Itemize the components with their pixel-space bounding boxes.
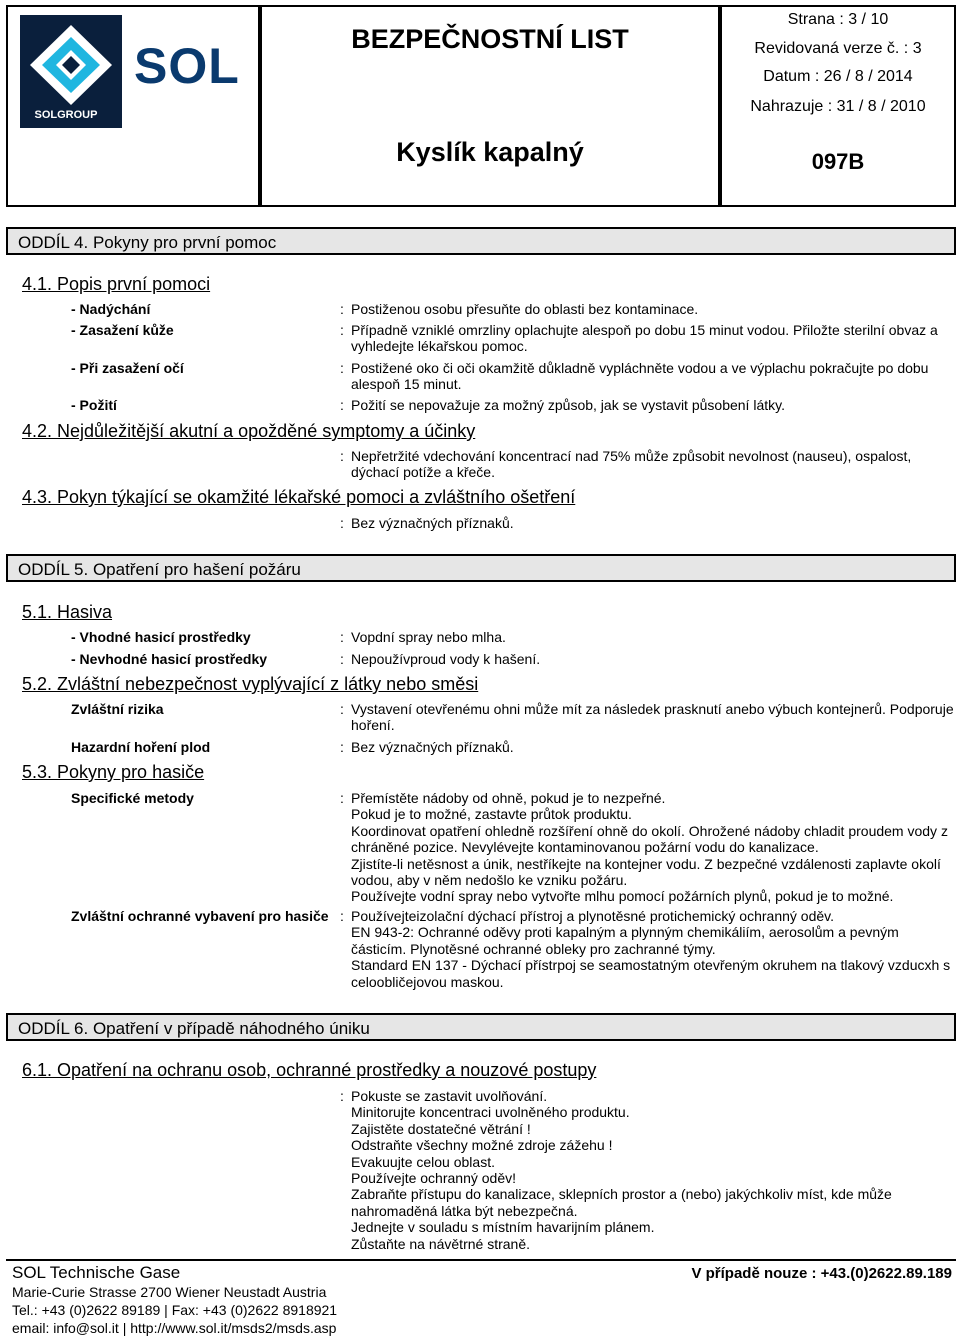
eye-label: - Při zasažení očí	[71, 360, 184, 376]
company-address: Marie-Curie Strasse 2700 Wiener Neustadt Austria	[12, 1284, 327, 1300]
unsuitable-media-text: Nepoužívproud vody k hašení.	[351, 651, 541, 667]
medical-attention-text: Bez význačných příznaků.	[351, 515, 514, 531]
personal-precautions-text	[351, 1088, 955, 1252]
colon: :	[340, 790, 344, 806]
logo-group-text: SOLGROUP	[34, 109, 98, 121]
inhalation-text: Postiženou osobu přesuňte do oblasti bez kontaminace.	[351, 301, 699, 317]
precaution-line: Zabraňte přístupu do kanalizace, sklepních prostor a (nebo) jakýchkoliv míst, kde může nahromaděná látka být nebezpečná.	[351, 1186, 892, 1219]
colon: :	[340, 301, 344, 317]
issue-date: Datum : 26 / 8 / 2014	[763, 68, 913, 85]
logo-group	[30, 105, 102, 125]
page-number: Strana : 3 / 10	[787, 11, 889, 28]
colon: :	[340, 651, 344, 667]
specific-methods-label: Specifické metody	[71, 790, 194, 806]
method-line: Zjistíte-li netěsnost a únik, nestříkejte na kontejner vodu. Z bezpečné vzdálenosti zaplavte okolí vodou, aby v něm nedošlo ke vzniku požáru.	[351, 855, 941, 889]
company-phone: Tel.: +43 (0)2622 89189 | Fax: +43 (0)2622 8918921	[12, 1302, 338, 1318]
document-title: BEZPEČNOSTNÍ LIST	[351, 24, 629, 54]
meta-box	[720, 5, 956, 207]
subsection-5-3: 5.3. Pokyny pro hasiče	[22, 762, 205, 782]
special-risks-text: Vystavení otevřenému ohni může mít za následek prasknutí anebo výbuch kontejnerů. Podporuje hoření.	[351, 701, 954, 734]
colon: :	[340, 515, 344, 531]
unsuitable-media-label: - Nevhodné hasicí prostředky	[71, 651, 268, 667]
subsection-5-2: 5.2. Zvláštní nebezpečnost vyplývající z látky nebo směsi	[22, 674, 479, 694]
colon: :	[340, 1088, 344, 1104]
colon: :	[340, 701, 344, 717]
subsection-6-1: 6.1. Opatření na ochranu osob, ochranné prostředky a nouzové postupy	[22, 1060, 597, 1080]
precaution-line: Používejte ochranný oděv!	[351, 1170, 516, 1187]
special-risks-label: Zvláštní rizika	[71, 701, 164, 717]
colon: :	[340, 739, 344, 755]
colon: :	[340, 397, 344, 413]
precaution-line: Evakuujte celou oblast.	[351, 1153, 495, 1170]
eye-text: Postižené oko či oči okamžitě důkladně vypláchněte vodou a ve výplachu pokračujte po dobu alespoň 15 minut.	[351, 360, 929, 393]
method-line: Přemístěte nádoby od ohně, pokud je to nezpeřné.	[351, 790, 666, 806]
subsection-5-1: 5.1. Hasiva	[22, 602, 113, 622]
section-4-header: ODDÍL 4. Pokyny pro první pomoc	[6, 227, 956, 255]
firefighter-ppe-text	[351, 908, 955, 990]
colon: :	[340, 629, 344, 645]
skin-label: - Zasažení kůže	[71, 322, 174, 338]
company-name: SOL Technische Gase	[12, 1263, 181, 1282]
emergency-phone: V případě nouze : +43.(0)2622.89.189	[691, 1265, 952, 1282]
company-web: email: info@sol.it | http://www.sol.it/msds2/msds.asp	[12, 1320, 337, 1336]
colon: :	[340, 360, 344, 376]
precaution-line: Odstraňte všechny možné zdroje zážehu !	[351, 1137, 613, 1154]
logo-wordmark: SOL	[134, 38, 240, 94]
product-code: 097B	[811, 149, 865, 174]
method-line: Koordinovat opatření ohledně rozšíření ohně do okolí. Ohrožené nádoby chladit proudem vody z chráněné pozice. Nevylévejte kontaminovanou požární vodu do kanalizace.	[351, 822, 948, 856]
method-line: Pokud je to možné, zastavte průtok produktu.	[351, 806, 632, 823]
ingestion-label: - Požití	[71, 397, 117, 413]
combustion-products-label: Hazardní hoření plod	[71, 739, 211, 755]
subsection-4-3: 4.3. Pokyn týkající se okamžité lékařské pomoci a zvláštního ošetření	[22, 487, 576, 507]
precaution-line: Zajistěte dostatečné větrání !	[351, 1120, 531, 1137]
colon: :	[340, 908, 344, 924]
section-5-header: ODDÍL 5. Opatření pro hašení požáru	[6, 554, 956, 582]
precaution-line: Pokuste se zastavit uvolňování.	[351, 1088, 548, 1104]
subsection-4-2: 4.2. Nejdůležitější akutní a opožděné symptomy a účinky	[22, 421, 476, 441]
section-6-header: ODDÍL 6. Opatření v případě náhodného úniku	[6, 1013, 956, 1041]
ppe-line: Standard EN 137 - Dýchací přístrpoj se seamostatným otevřeným okruhem na tlakový vzducxh s celoobličejovou maskou.	[351, 957, 951, 990]
suitable-media-text: Vopdní spray nebo mlha.	[351, 629, 506, 645]
method-line: Používejte vodní spray nebo vytvořte mlhu pomocí požárních plynů, pokud je to možné.	[351, 888, 894, 905]
ppe-line: Používejteizolační dýchací přístroj a plynotěsné protichemický ochranný oděv.	[351, 908, 834, 924]
skin-text: Případně vzniklé omrzliny oplachujte alespoň po dobu 15 minut vodou. Přiložte sterilní obvaz a vyhledejte lékařskou pomoc.	[351, 322, 938, 355]
firefighter-ppe-label: Zvláštní ochranné vybavení pro hasiče	[71, 908, 329, 924]
suitable-media-label: - Vhodné hasicí prostředky	[71, 629, 251, 645]
symptoms-text: Nepřetržité vdechování koncentrací nad 75% může způsobit nevolnost (nauseu), ospalost, dýchací potíže a křeče.	[351, 448, 912, 481]
logo-box	[6, 5, 260, 207]
precaution-line: Minitorujte koncentraci uvolněného produktu.	[351, 1104, 630, 1121]
inhalation-label: - Nadýchání	[71, 301, 151, 317]
footer-divider	[6, 1259, 956, 1261]
precaution-line: Zůstaňte na návětrné straně.	[351, 1235, 530, 1252]
ppe-line: EN 943-2: Ochranné oděvy proti kapalným a plynným chemikáliím, aerosolům a pevným částicím. Plynotěsné ochranné obleky pro zachranné týmy.	[351, 924, 899, 957]
subsection-4-1: 4.1. Popis první pomoci	[22, 274, 211, 294]
specific-methods-text	[351, 790, 955, 905]
colon: :	[340, 448, 344, 464]
combustion-products-text: Bez význačných příznaků.	[351, 739, 514, 755]
replaces-date: Nahrazuje : 31 / 8 / 2010	[750, 98, 926, 115]
colon: :	[340, 322, 344, 338]
revision: Revidovaná verze č. : 3	[754, 40, 922, 57]
product-name: Kyslík kapalný	[396, 137, 584, 167]
title-box	[260, 5, 720, 207]
precaution-line: Jednejte v souladu s místním havarijním plánem.	[351, 1219, 655, 1236]
ingestion-text: Požití se nepovažuje za možný způsob, jak se vystavit působení látky.	[351, 397, 785, 413]
